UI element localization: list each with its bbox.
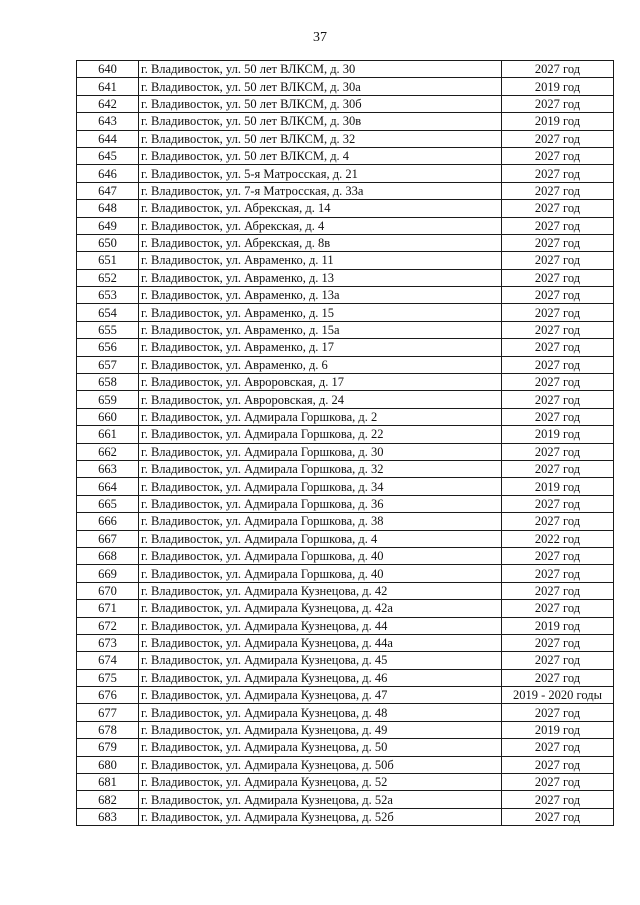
year-cell: 2027 год	[502, 513, 614, 530]
year-cell: 2027 год	[502, 200, 614, 217]
row-number-cell: 682	[77, 791, 139, 808]
address-cell: г. Владивосток, ул. 50 лет ВЛКСМ, д. 4	[139, 147, 502, 164]
table-row	[77, 808, 614, 825]
address-cell: г. Владивосток, ул. Адмирала Кузнецова, д. 45	[139, 652, 502, 669]
table-row	[77, 95, 614, 112]
address-cell: г. Владивосток, ул. Адмирала Горшкова, д. 32	[139, 460, 502, 477]
table-row	[77, 652, 614, 669]
address-cell: г. Владивосток, ул. Авраменко, д. 13а	[139, 287, 502, 304]
year-cell: 2019 год	[502, 721, 614, 738]
address-cell: г. Владивосток, ул. Авраменко, д. 15а	[139, 321, 502, 338]
table-row	[77, 460, 614, 477]
table-row	[77, 600, 614, 617]
row-number-cell: 679	[77, 739, 139, 756]
row-number-cell: 669	[77, 565, 139, 582]
year-cell: 2027 год	[502, 600, 614, 617]
table-row	[77, 78, 614, 95]
row-number-cell: 648	[77, 200, 139, 217]
year-cell: 2027 год	[502, 339, 614, 356]
table-row	[77, 565, 614, 582]
address-cell: г. Владивосток, ул. Авраменко, д. 15	[139, 304, 502, 321]
address-cell: г. Владивосток, ул. Абрекская, д. 4	[139, 217, 502, 234]
year-cell: 2027 год	[502, 321, 614, 338]
row-number-cell: 674	[77, 652, 139, 669]
address-cell: г. Владивосток, ул. Авраменко, д. 17	[139, 339, 502, 356]
row-number-cell: 678	[77, 721, 139, 738]
table-row	[77, 774, 614, 791]
row-number-cell: 651	[77, 252, 139, 269]
table-row	[77, 113, 614, 130]
row-number-cell: 649	[77, 217, 139, 234]
year-cell: 2022 год	[502, 530, 614, 547]
table-row	[77, 530, 614, 547]
table-row	[77, 356, 614, 373]
address-cell: г. Владивосток, ул. Адмирала Горшкова, д. 30	[139, 443, 502, 460]
address-cell: г. Владивосток, ул. Адмирала Горшкова, д. 40	[139, 565, 502, 582]
address-cell: г. Владивосток, ул. Адмирала Кузнецова, д. 52	[139, 774, 502, 791]
table-row	[77, 165, 614, 182]
year-cell: 2027 год	[502, 147, 614, 164]
table-row	[77, 443, 614, 460]
table-row	[77, 426, 614, 443]
address-cell: г. Владивосток, ул. Адмирала Кузнецова, д. 44	[139, 617, 502, 634]
table-row	[77, 687, 614, 704]
year-cell: 2027 год	[502, 374, 614, 391]
year-cell: 2027 год	[502, 495, 614, 512]
row-number-cell: 661	[77, 426, 139, 443]
table-row	[77, 252, 614, 269]
row-number-cell: 646	[77, 165, 139, 182]
row-number-cell: 659	[77, 391, 139, 408]
table-row	[77, 130, 614, 147]
address-cell: г. Владивосток, ул. Адмирала Кузнецова, д. 48	[139, 704, 502, 721]
table-row	[77, 234, 614, 251]
year-cell: 2027 год	[502, 234, 614, 251]
address-cell: г. Владивосток, ул. Адмирала Кузнецова, д. 49	[139, 721, 502, 738]
year-cell: 2027 год	[502, 565, 614, 582]
registry-table-body	[77, 61, 614, 826]
address-cell: г. Владивосток, ул. 5-я Матросская, д. 21	[139, 165, 502, 182]
table-row	[77, 756, 614, 773]
row-number-cell: 670	[77, 582, 139, 599]
row-number-cell: 667	[77, 530, 139, 547]
table-row	[77, 669, 614, 686]
address-cell: г. Владивосток, ул. Адмирала Горшкова, д. 34	[139, 478, 502, 495]
table-row	[77, 339, 614, 356]
row-number-cell: 675	[77, 669, 139, 686]
year-cell: 2019 год	[502, 617, 614, 634]
address-cell: г. Владивосток, ул. Адмирала Кузнецова, д. 52а	[139, 791, 502, 808]
year-cell: 2027 год	[502, 356, 614, 373]
table-row	[77, 147, 614, 164]
table-row	[77, 287, 614, 304]
page-number: 37	[313, 30, 327, 45]
address-cell: г. Владивосток, ул. 7-я Матросская, д. 33а	[139, 182, 502, 199]
row-number-cell: 650	[77, 234, 139, 251]
address-cell: г. Владивосток, ул. Адмирала Кузнецова, д. 46	[139, 669, 502, 686]
row-number-cell: 666	[77, 513, 139, 530]
address-cell: г. Владивосток, ул. Абрекская, д. 14	[139, 200, 502, 217]
table-row	[77, 61, 614, 78]
year-cell: 2027 год	[502, 547, 614, 564]
table-row	[77, 391, 614, 408]
year-cell: 2027 год	[502, 61, 614, 78]
year-cell: 2027 год	[502, 739, 614, 756]
year-cell: 2027 год	[502, 582, 614, 599]
year-cell: 2027 год	[502, 165, 614, 182]
address-cell: г. Владивосток, ул. Адмирала Кузнецова, д. 52б	[139, 808, 502, 825]
row-number-cell: 642	[77, 95, 139, 112]
year-cell: 2019 год	[502, 78, 614, 95]
table-row	[77, 495, 614, 512]
table-row	[77, 704, 614, 721]
year-cell: 2019 год	[502, 478, 614, 495]
row-number-cell: 658	[77, 374, 139, 391]
address-cell: г. Владивосток, ул. 50 лет ВЛКСМ, д. 30б	[139, 95, 502, 112]
row-number-cell: 676	[77, 687, 139, 704]
address-cell: г. Владивосток, ул. Адмирала Кузнецова, д. 50	[139, 739, 502, 756]
table-row	[77, 513, 614, 530]
row-number-cell: 677	[77, 704, 139, 721]
row-number-cell: 681	[77, 774, 139, 791]
year-cell: 2027 год	[502, 269, 614, 286]
row-number-cell: 653	[77, 287, 139, 304]
address-cell: г. Владивосток, ул. Адмирала Кузнецова, д. 44а	[139, 634, 502, 651]
address-cell: г. Владивосток, ул. Адмирала Горшкова, д. 38	[139, 513, 502, 530]
table-row	[77, 408, 614, 425]
row-number-cell: 640	[77, 61, 139, 78]
year-cell: 2027 год	[502, 774, 614, 791]
address-cell: г. Владивосток, ул. Авраменко, д. 6	[139, 356, 502, 373]
year-cell: 2027 год	[502, 391, 614, 408]
address-cell: г. Владивосток, ул. Авраменко, д. 11	[139, 252, 502, 269]
row-number-cell: 664	[77, 478, 139, 495]
address-cell: г. Владивосток, ул. Адмирала Кузнецова, д. 47	[139, 687, 502, 704]
address-cell: г. Владивосток, ул. Авраменко, д. 13	[139, 269, 502, 286]
row-number-cell: 662	[77, 443, 139, 460]
year-cell: 2027 год	[502, 652, 614, 669]
year-cell: 2027 год	[502, 669, 614, 686]
address-cell: г. Владивосток, ул. 50 лет ВЛКСМ, д. 30в	[139, 113, 502, 130]
year-cell: 2019 год	[502, 426, 614, 443]
table-row	[77, 582, 614, 599]
row-number-cell: 641	[77, 78, 139, 95]
row-number-cell: 654	[77, 304, 139, 321]
year-cell: 2027 год	[502, 217, 614, 234]
year-cell: 2019 год	[502, 113, 614, 130]
table-row	[77, 617, 614, 634]
row-number-cell: 671	[77, 600, 139, 617]
address-cell: г. Владивосток, ул. Адмирала Горшкова, д. 40	[139, 547, 502, 564]
year-cell: 2027 год	[502, 304, 614, 321]
year-cell: 2027 год	[502, 808, 614, 825]
row-number-cell: 647	[77, 182, 139, 199]
row-number-cell: 644	[77, 130, 139, 147]
table-row	[77, 321, 614, 338]
row-number-cell: 683	[77, 808, 139, 825]
table-row	[77, 182, 614, 199]
row-number-cell: 656	[77, 339, 139, 356]
year-cell: 2027 год	[502, 130, 614, 147]
year-cell: 2027 год	[502, 791, 614, 808]
year-cell: 2019 - 2020 годы	[502, 687, 614, 704]
address-cell: г. Владивосток, ул. Авроровская, д. 17	[139, 374, 502, 391]
address-cell: г. Владивосток, ул. Адмирала Кузнецова, д. 42	[139, 582, 502, 599]
address-cell: г. Владивосток, ул. Адмирала Горшкова, д. 36	[139, 495, 502, 512]
year-cell: 2027 год	[502, 460, 614, 477]
row-number-cell: 652	[77, 269, 139, 286]
table-row	[77, 478, 614, 495]
table-row	[77, 200, 614, 217]
table-row	[77, 721, 614, 738]
year-cell: 2027 год	[502, 704, 614, 721]
table-row	[77, 634, 614, 651]
year-cell: 2027 год	[502, 443, 614, 460]
address-cell: г. Владивосток, ул. Адмирала Кузнецова, д. 50б	[139, 756, 502, 773]
row-number-cell: 672	[77, 617, 139, 634]
address-cell: г. Владивосток, ул. 50 лет ВЛКСМ, д. 32	[139, 130, 502, 147]
row-number-cell: 673	[77, 634, 139, 651]
row-number-cell: 643	[77, 113, 139, 130]
table-row	[77, 304, 614, 321]
row-number-cell: 657	[77, 356, 139, 373]
address-cell: г. Владивосток, ул. Адмирала Горшкова, д. 4	[139, 530, 502, 547]
address-cell: г. Владивосток, ул. Адмирала Горшкова, д. 2	[139, 408, 502, 425]
address-cell: г. Владивосток, ул. 50 лет ВЛКСМ, д. 30	[139, 61, 502, 78]
row-number-cell: 663	[77, 460, 139, 477]
address-cell: г. Владивосток, ул. Абрекская, д. 8в	[139, 234, 502, 251]
row-number-cell: 665	[77, 495, 139, 512]
address-cell: г. Владивосток, ул. Авроровская, д. 24	[139, 391, 502, 408]
row-number-cell: 680	[77, 756, 139, 773]
year-cell: 2027 год	[502, 756, 614, 773]
table-row	[77, 791, 614, 808]
year-cell: 2027 год	[502, 252, 614, 269]
year-cell: 2027 год	[502, 408, 614, 425]
table-row	[77, 547, 614, 564]
address-cell: г. Владивосток, ул. Адмирала Горшкова, д. 22	[139, 426, 502, 443]
year-cell: 2027 год	[502, 182, 614, 199]
table-row	[77, 217, 614, 234]
year-cell: 2027 год	[502, 287, 614, 304]
row-number-cell: 660	[77, 408, 139, 425]
address-cell: г. Владивосток, ул. 50 лет ВЛКСМ, д. 30а	[139, 78, 502, 95]
housing-registry-table	[76, 60, 614, 826]
row-number-cell: 668	[77, 547, 139, 564]
year-cell: 2027 год	[502, 95, 614, 112]
table-row	[77, 739, 614, 756]
table-row	[77, 374, 614, 391]
address-cell: г. Владивосток, ул. Адмирала Кузнецова, д. 42а	[139, 600, 502, 617]
row-number-cell: 645	[77, 147, 139, 164]
year-cell: 2027 год	[502, 634, 614, 651]
table-row	[77, 269, 614, 286]
row-number-cell: 655	[77, 321, 139, 338]
